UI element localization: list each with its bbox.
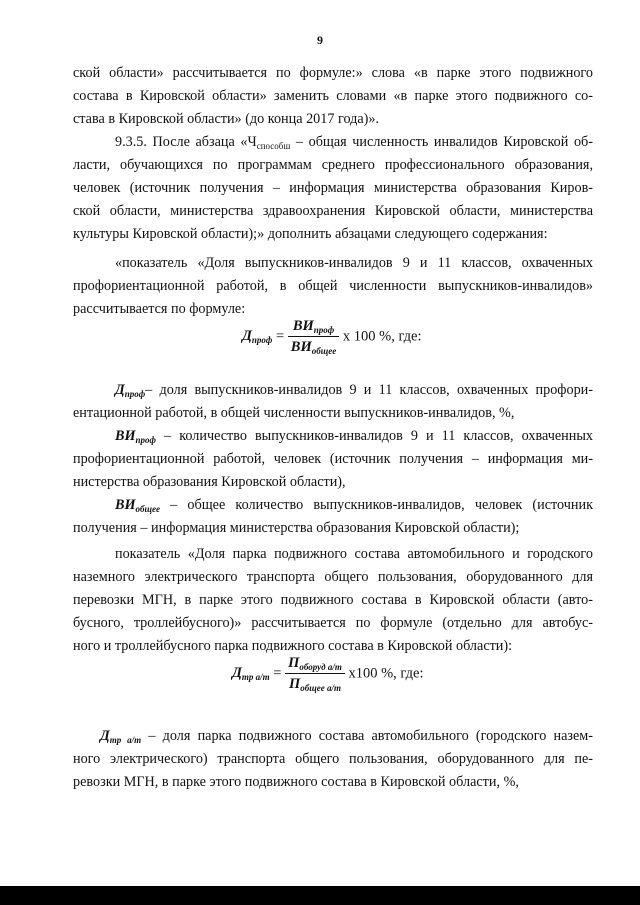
text-line: ской области» рассчитывается по формуле:» слова «в парке этого подвижного [73, 65, 593, 81]
text-span: – общая численность инвалидов Кировской об- [290, 134, 593, 150]
text-line: ской области, министерства здравоохранения Кировской области, министерства [73, 203, 593, 219]
text-line: ного и троллейбусного парка подвижного состава в Кировской области): [73, 638, 513, 654]
text-line: показатель «Доля парка подвижного состава автомобильного и городского [115, 546, 593, 562]
formula-fraction [288, 318, 339, 356]
formula-numerator: $ВИ_{проф}$ [288, 318, 339, 337]
text-line: ласти, обучающихся по программам среднего профессионального образования, [73, 157, 593, 173]
formula-denominator: $ВИ_{общее}$ [290, 339, 337, 356]
text-line: профориентационной работой, человек (источник получения – информация ми- [73, 451, 593, 467]
definition-symbol: $ВИ_{проф}$ [115, 428, 156, 445]
definition-text: – доля выпускников-инвалидов 9 и 11 классов, охваченных профори- [145, 382, 593, 398]
formula-lhs: $Д_{проф}$ [242, 328, 273, 346]
text-line: нистерства образования Кировской области), [73, 474, 346, 490]
subscript: способш [256, 141, 291, 151]
text-line: ного электрического) транспорта общего пользования, оборудованного для пе- [73, 751, 593, 767]
formula-numerator: $П_{оборуд а/т}$ [285, 655, 345, 674]
page-number: 9 [317, 33, 323, 47]
text-line: профориентационной работой, в общей численности выпускников-инвалидов» [73, 278, 593, 294]
formula-fraction [285, 655, 345, 693]
text-line: «показатель «Доля выпускников-инвалидов 9 и 11 классов, охваченных [115, 255, 593, 271]
text-line: состава в Кировской области» заменить словами «в парке этого подвижного со- [73, 88, 593, 104]
text-line: получения – информация министерства образования Кировской области); [73, 520, 520, 536]
scan-border-bar [0, 886, 640, 905]
definition-symbol: $Д_{проф}$ [115, 382, 146, 399]
text-line: ентационной работой, в общей численности выпускников-инвалидов, %, [73, 405, 515, 421]
formula-tail: х100 %, где: [348, 665, 424, 682]
formula-eq: = [275, 328, 285, 345]
text-line: перевозки МГН, в парке этого подвижного состава в Кировской области (авто- [73, 592, 593, 608]
definition-text: – количество выпускников-инвалидов 9 и 11 классов, охваченных [155, 428, 593, 444]
formula-share-fleet [232, 655, 424, 693]
text-line: ревозки МГН, в парке этого подвижного состава в Кировской области, %, [73, 774, 519, 790]
text-line: става в Кировской области» (до конца 2017 года)». [73, 111, 380, 127]
formula-lhs: $Д_{тр а/т}$ [232, 665, 270, 683]
formula-share-graduates [242, 318, 422, 356]
definition-text: – общее количество выпускников-инвалидов, человек (источник [159, 497, 593, 513]
text-line: человек (источник получения – информация министерства образования Киров- [73, 180, 593, 196]
text-line: рассчитывается по формуле: [73, 301, 246, 317]
formula-denominator: $П_{общее а/т}$ [288, 676, 341, 693]
text-line: бусного, троллейбусного)» рассчитывается по формуле (отдельно для автобус- [73, 615, 593, 631]
text-span: 9.3.5. После абзаца «Ч [115, 134, 257, 150]
definition-symbol: $ВИ_{общее}$ [115, 497, 160, 514]
formula-eq: = [273, 665, 282, 682]
formula-tail: х 100 %, где: [342, 328, 422, 345]
definition-symbol: $Д_{тр а/т}$ [100, 728, 142, 745]
definition-text: – доля парка подвижного состава автомобильного (городского назем- [141, 728, 593, 744]
text-line: культуры Кировской области);» дополнить абзацами следующего содержания: [73, 226, 548, 242]
text-line: наземного электрического транспорта общего пользования, оборудованного для [73, 569, 593, 585]
